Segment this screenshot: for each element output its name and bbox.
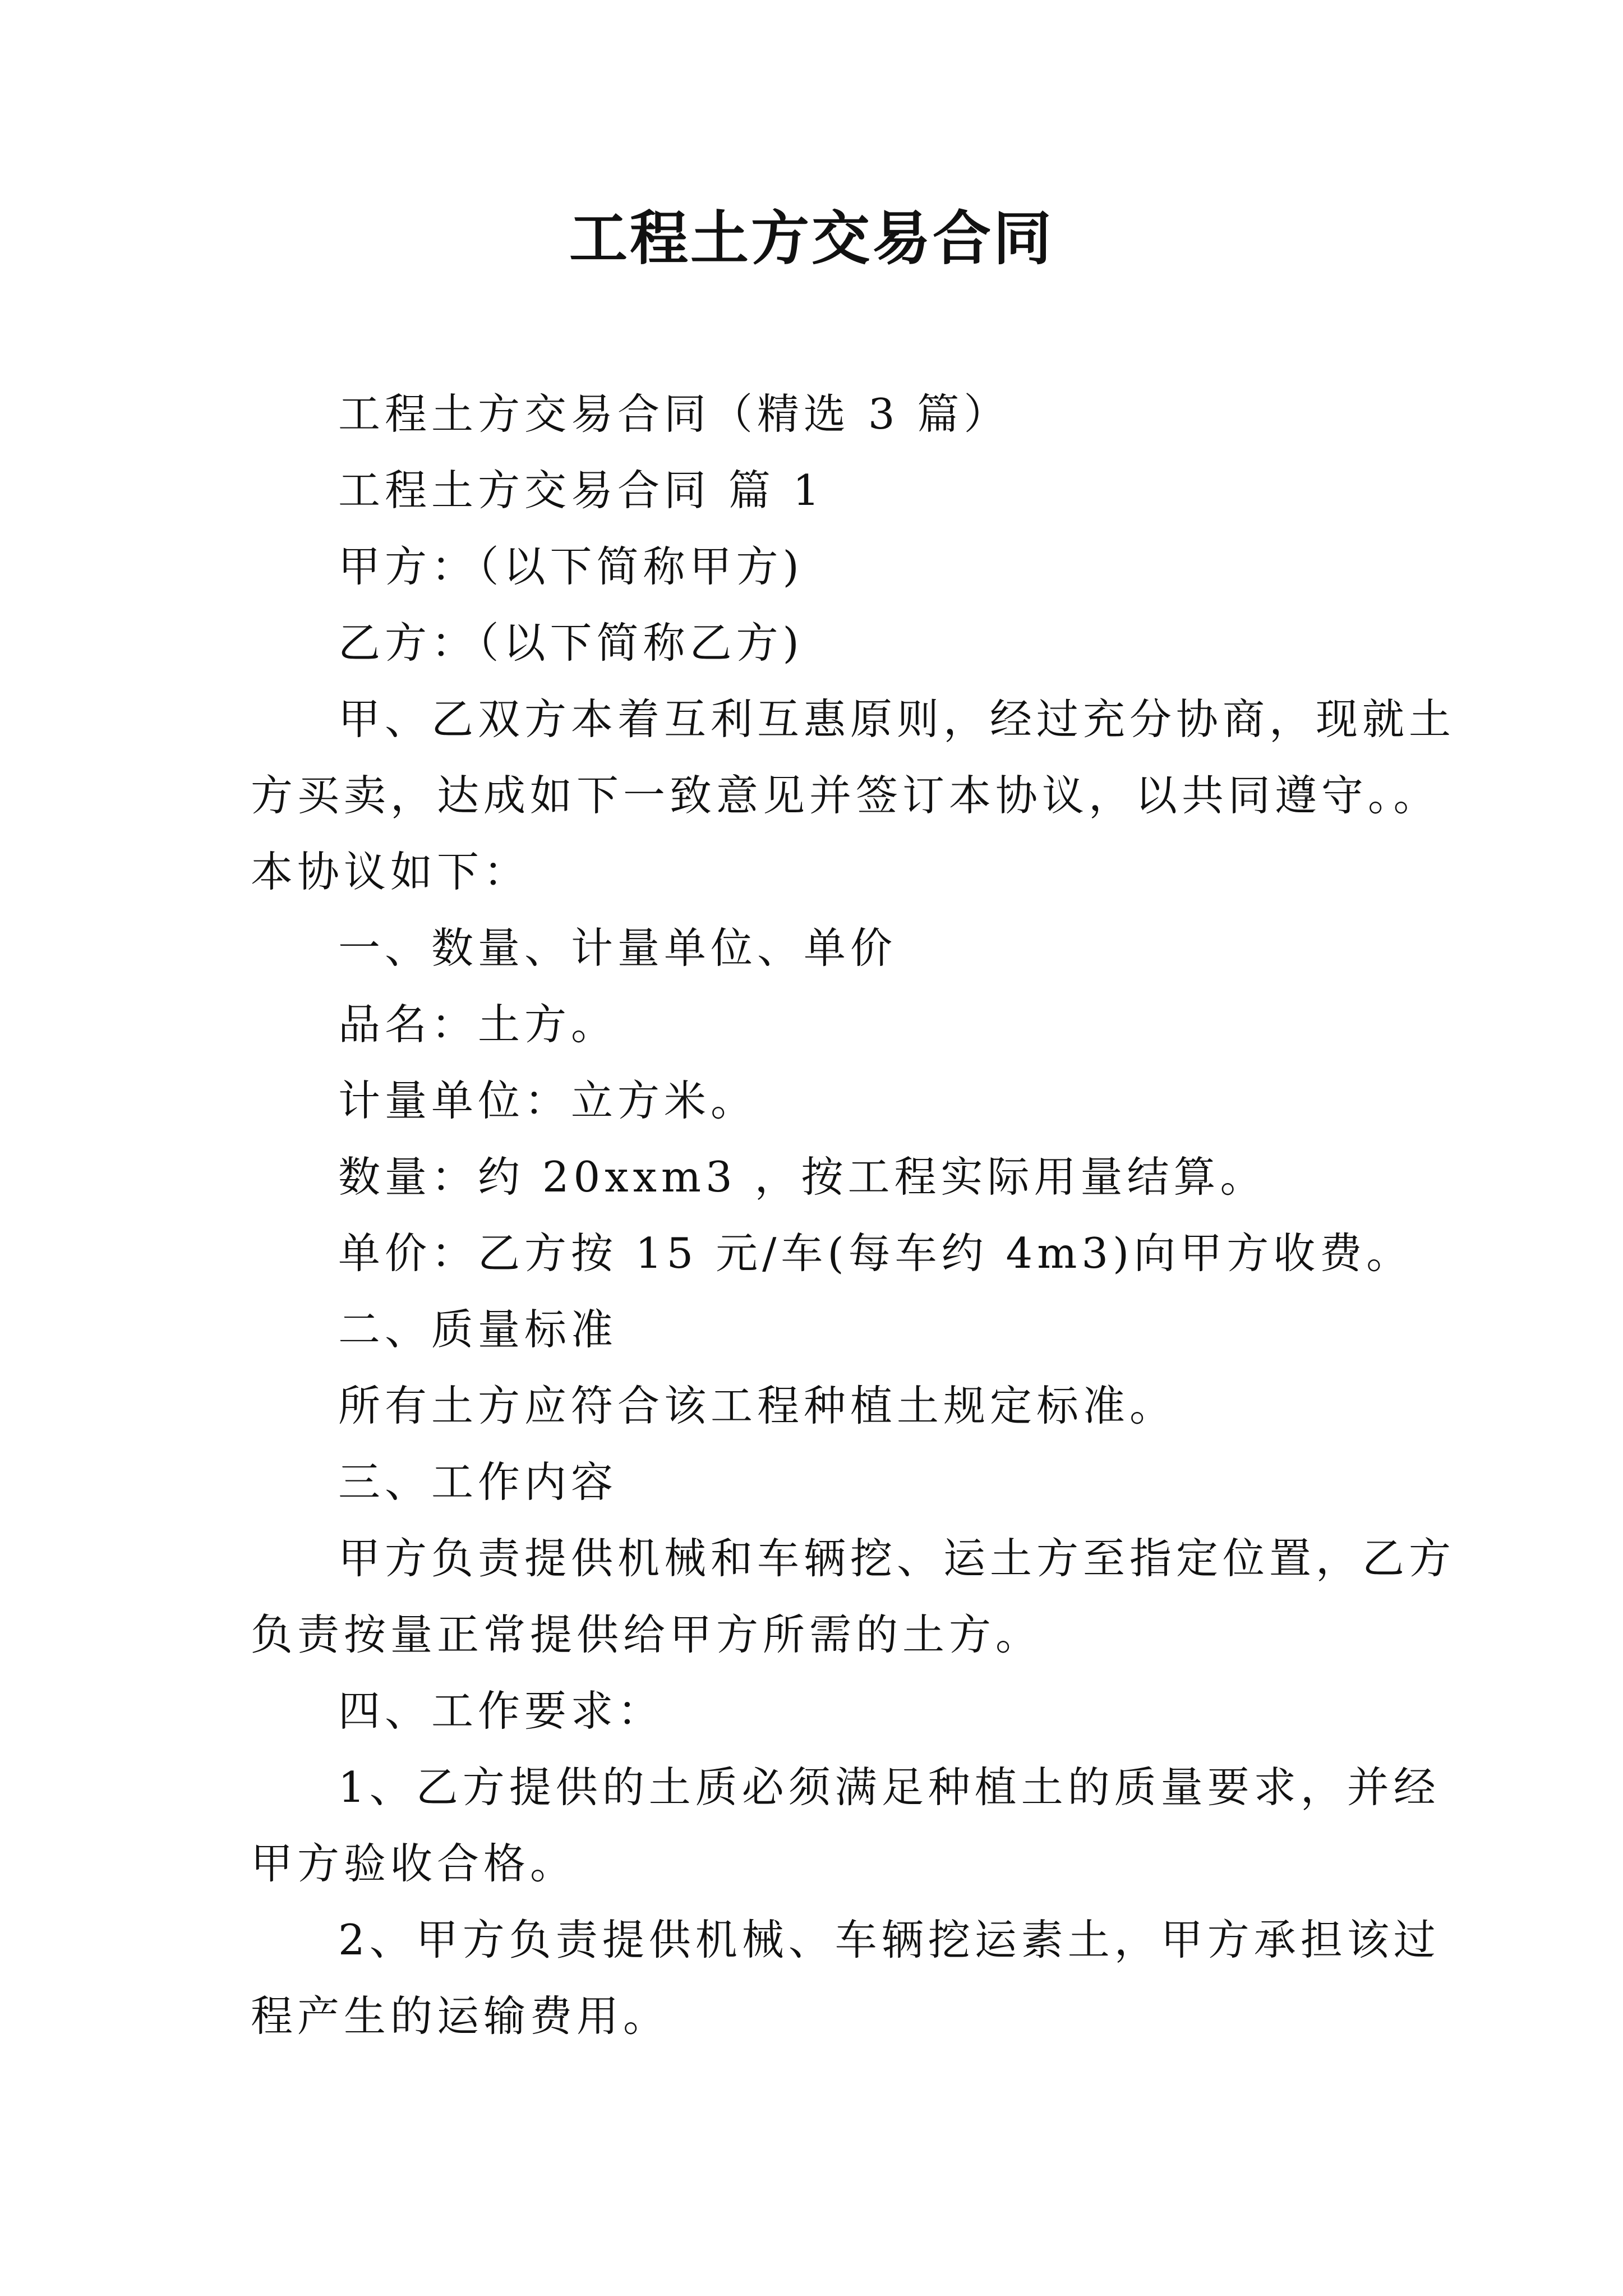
clause-item: 所有土方应符合该工程种植土规定标准。 xyxy=(338,1381,1177,1430)
party-b-line: 乙方：（以下简称乙方) xyxy=(338,618,804,668)
clause-heading-2: 二、质量标准 xyxy=(338,1305,618,1354)
paragraph-line: 方买卖，达成如下一致意见并签订本协议，以共同遵守。。 xyxy=(251,771,1440,820)
paragraph-line: 甲方验收合格。 xyxy=(251,1839,577,1888)
paragraph-line: 2、甲方负责提供机械、车辆挖运素土，甲方承担该过 xyxy=(338,1915,1440,1964)
paragraph-line: 负责按量正常提供给甲方所需的土方。 xyxy=(251,1610,1043,1659)
paragraph-line: 甲方负责提供机械和车辆挖、运土方至指定位置，乙方 xyxy=(338,1534,1456,1583)
section-heading-1: 工程土方交易合同 篇 1 xyxy=(338,466,824,515)
party-a-line: 甲方：（以下简称甲方) xyxy=(338,542,804,591)
clause-heading-3: 三、工作内容 xyxy=(338,1457,618,1507)
clause-item: 单价：乙方按 15 元/车(每车约 4m3)向甲方收费。 xyxy=(338,1228,1413,1278)
subtitle-line: 工程土方交易合同（精选 3 篇） xyxy=(338,389,1011,439)
clause-heading-1: 一、数量、计量单位、单价 xyxy=(338,923,897,973)
document-title: 工程土方交易合同 xyxy=(569,204,1054,273)
clause-item: 品名：土方。 xyxy=(338,1000,618,1049)
clause-heading-4: 四、工作要求： xyxy=(338,1686,665,1736)
paragraph-line: 程产生的运输费用。 xyxy=(251,1991,670,2041)
paragraph-line: 1、乙方提供的土质必须满足种植土的质量要求，并经 xyxy=(338,1763,1440,1812)
clause-item: 计量单位：立方米。 xyxy=(338,1076,758,1125)
paragraph-line: 本协议如下： xyxy=(251,847,531,896)
paragraph-line: 甲、乙双方本着互利互惠原则，经过充分协商，现就土 xyxy=(338,694,1456,744)
clause-item: 数量：约 20xxm3 ，按工程实际用量结算。 xyxy=(338,1152,1267,1202)
